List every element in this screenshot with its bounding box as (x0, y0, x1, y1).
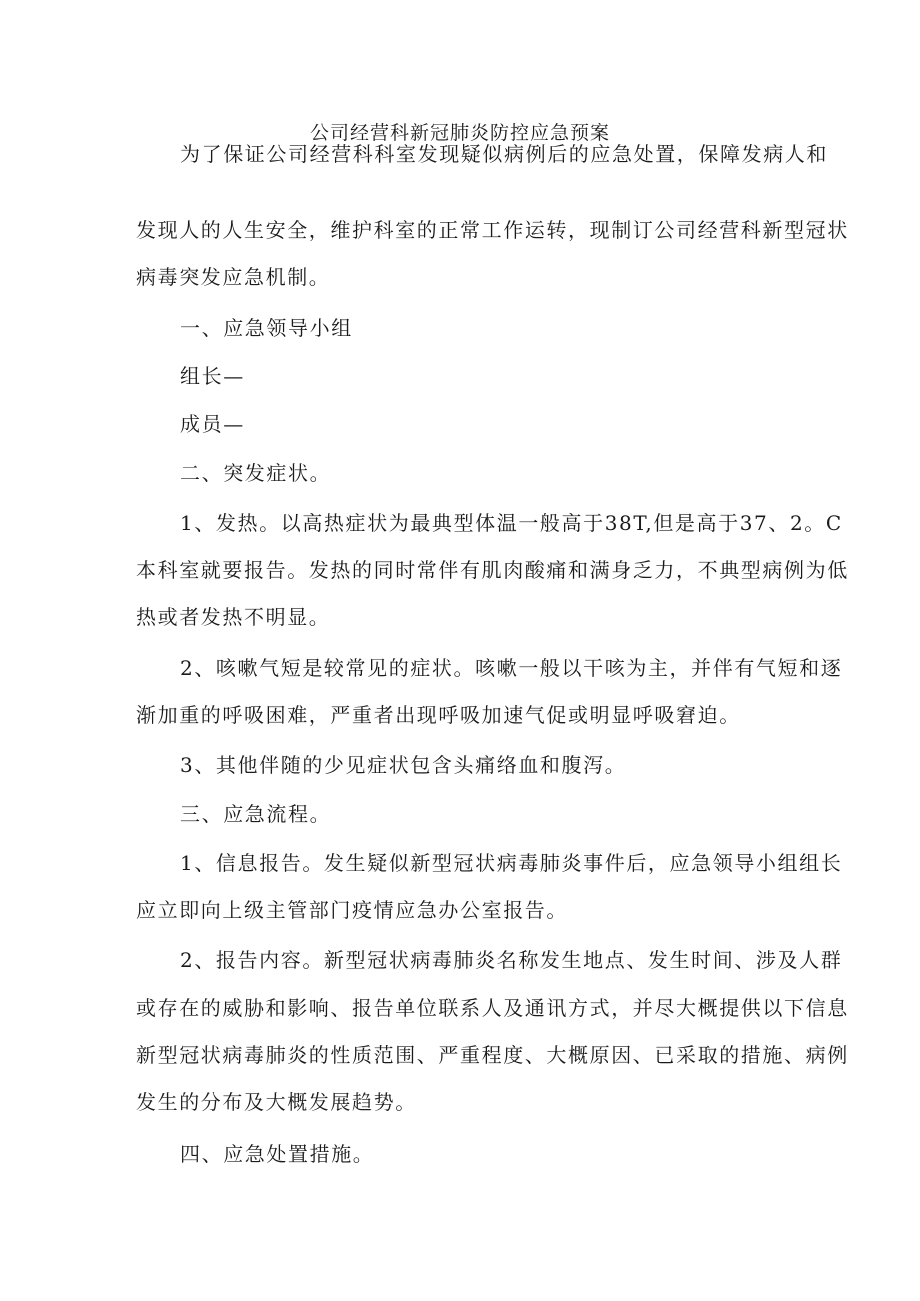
procedure-2-line-4: 发生的分布及大概发展趋势。 (136, 1090, 417, 1114)
section-heading-2: 二、突发症状。 (180, 461, 332, 485)
paragraph-intro-line-2: 发现人的人生安全，维护科室的正常工作运转，现制订公司经营科新型冠状 (136, 218, 849, 242)
section-heading-4: 四、应急处置措施。 (180, 1142, 375, 1166)
procedure-2-line-2: 或存在的威胁和影响、报告单位联系人及通讯方式，并尽大概提供以下信息 (136, 996, 849, 1020)
symptom-1-line-3: 热或者发热不明显。 (136, 605, 331, 629)
document-title: 公司经营科新冠肺炎防控应急预案 (309, 122, 610, 144)
paragraph-intro-line-3: 病毒突发应急机制。 (136, 265, 331, 289)
paragraph-intro-line-1: 为了保证公司经营科科室发现疑似病例后的应急处置，保障发病人和 (180, 142, 828, 166)
symptom-2-line-2: 渐加重的呼吸困难，严重者出现呼吸加速气促或明显呼吸窘迫。 (136, 703, 741, 727)
procedure-1-line-2: 应立即向上级主管部门疫情应急办公室报告。 (136, 898, 568, 922)
symptom-1-line-2: 本科室就要报告。发热的同时常伴有肌肉酸痛和满身乏力，不典型病例为低 (136, 558, 849, 582)
leader-line: 组长— (180, 364, 245, 388)
procedure-2-line-3: 新型冠状病毒肺炎的性质范围、严重程度、大概原因、已采取的措施、病例 (136, 1043, 849, 1067)
section-heading-1: 一、应急领导小组 (180, 316, 353, 340)
section-heading-3: 三、应急流程。 (180, 802, 332, 826)
symptom-2-line-1: 2、咳嗽气短是较常见的症状。咳嗽一般以干咳为主，并伴有气短和逐 (180, 656, 843, 680)
members-line: 成员— (180, 412, 245, 436)
symptom-1-line-1: 1、发热。以高热症状为最典型体温一般高于38T,但是高于37、2。C (180, 511, 843, 535)
procedure-1-line-1: 1、信息报告。发生疑似新型冠状病毒肺炎事件后，应急领导小组组长 (180, 851, 843, 875)
procedure-2-line-1: 2、报告内容。新型冠状病毒肺炎名称发生地点、发生时间、涉及人群 (180, 948, 843, 972)
symptom-3-line: 3、其他伴随的少见症状包含头痛络血和腹泻。 (180, 753, 627, 777)
